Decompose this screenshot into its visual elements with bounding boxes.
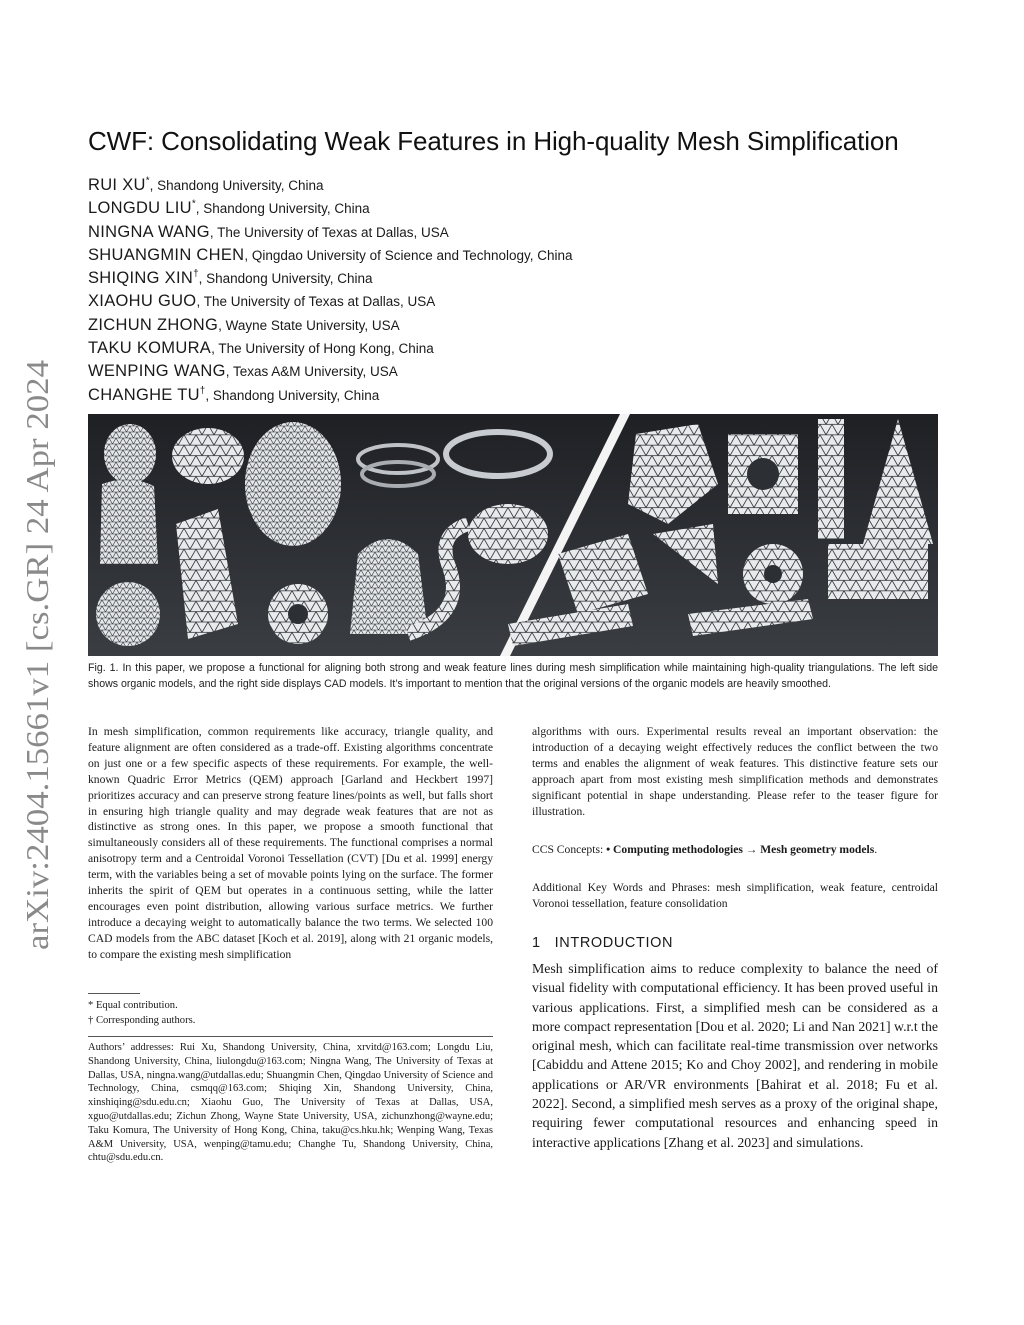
- author-row: [88, 290, 948, 313]
- address-rule: [88, 1036, 493, 1037]
- bunny: [468, 504, 548, 564]
- author-name: NINGNA WANG: [88, 222, 210, 241]
- arxiv-stamp-graphic: [10, 350, 60, 990]
- author-affiliation: , Texas A&M University, USA: [225, 364, 398, 380]
- bust-body: [100, 479, 158, 564]
- torus-knot: [96, 582, 160, 646]
- footnote-equal: * Equal contribution.: [88, 1000, 178, 1011]
- author-affiliation: , The University of Hong Kong, China: [211, 341, 434, 357]
- author-row: [88, 197, 948, 220]
- author-row: [88, 314, 948, 337]
- author-affiliation: , Shandong University, China: [198, 271, 373, 287]
- author-row: [88, 384, 948, 407]
- torus-hole: [288, 604, 308, 624]
- author-name: TAKU KOMURA: [88, 339, 212, 358]
- teaser-image: [88, 414, 938, 656]
- keywords: Additional Key Words and Phrases: mesh simplification, weak feature, centroidal Voronoi tessellation, feature consolidation: [532, 881, 938, 910]
- author-list: [88, 174, 948, 407]
- ccs-concept: • Computing methodologies → Mesh geometry models: [606, 843, 875, 856]
- introduction-text: Mesh simplification aims to reduce complexity to balance the need of visual fidelity with computational efficiency. It has been proved useful in various applications. First, a simplified mesh can be considered as a more compact representation [Dou et al. 2020; Li and Nan 2021] w.r.t the original mesh, which can facilitate real-time transmission over networks [Cabiddu and Attene 2015; Ko and Choy 2002], and rendering in mobile applications or AR/VR environments [Bahirat et al. 2018; Fu et al. 2022]. Second, a simplified mesh serves as a proxy of the original shape, requiring fewer computational resources and enhancing speed in interactive applications [Zhang et al. 2023] and simulations.: [532, 961, 938, 1150]
- david-head: [245, 422, 341, 546]
- author-row: [88, 337, 948, 360]
- footnote-corresponding: † Corresponding authors.: [88, 1015, 196, 1026]
- author-affiliation: , Qingdao University of Science and Technology, China: [244, 247, 573, 263]
- author-affiliation: , The University of Texas at Dallas, USA: [196, 294, 436, 310]
- author-mark: *: [145, 175, 150, 187]
- paper-title: CWF: Consolidating Weak Features in High-quality Mesh Simplification: [88, 126, 899, 156]
- author-name: SHUANGMIN CHEN: [88, 245, 245, 264]
- shell: [172, 428, 244, 484]
- author-name: WENPING WANG: [88, 362, 226, 381]
- ccs-suffix: .: [874, 843, 878, 856]
- author-affiliation: , Shandong University, China: [149, 178, 324, 193]
- author-name: SHIQING XIN: [88, 269, 194, 288]
- author-addresses: Authors’ addresses: Rui Xu, Shandong University, China, xrvitd@163.com; Longdu Liu, Shandong University, China, liulongdu@163.com; Ningna Wang, The University of Texas at Dallas, USA, ningna.wang@utdallas.edu; Shuangmin Chen, Qingdao University of Science and Technology, China, csmqq@163.com; Shiqing Xin, Shandong University, China, xinshiqing@sdu.edu.cn; Xiaohu Guo, The University of Texas at Dallas, USA, xguo@utdallas.edu; Zichun Zhong, Wayne State University, USA, zichunzhong@wayne.edu; Taku Komura, The University of Hong Kong, China, taku@cs.hku.hk; Wenping Wang, Texas A&M University, USA, wenping@tamu.edu; Changhe Tu, Shandong University, China, chtu@sdu.edu.cn.: [88, 1042, 493, 1164]
- author-name: LONGDU LIU: [88, 199, 192, 218]
- section-heading: [532, 935, 673, 951]
- arxiv-id: arXiv:2404.15661v1 [cs.GR] 24 Apr 2024: [19, 407, 55, 950]
- ccs-prefix: CCS Concepts:: [532, 843, 607, 856]
- cad-gear-hole: [764, 565, 782, 583]
- author-name: RUI XU: [88, 176, 146, 194]
- author-row: [88, 267, 948, 290]
- section-title: INTRODUCTION: [554, 935, 674, 951]
- bust-head: [104, 424, 156, 484]
- author-row: [88, 360, 948, 383]
- author-affiliation: , Shandong University, China: [195, 201, 370, 217]
- abstract-right: algorithms with ours. Experimental results reveal an important observation: the introduction of a decaying weight effectively reduces the conflict between the two terms and enables the alignment of weak features. This distinctive feature sets our approach apart from most existing mesh simplification methods and demonstrates significant potential in shape understanding. Please refer to the teaser figure for illustration.: [532, 725, 938, 818]
- footnote-rule: [88, 993, 140, 994]
- author-affiliation: , Shandong University, China: [205, 387, 380, 403]
- cad-tower: [818, 419, 844, 539]
- arxiv-stamp: [10, 350, 60, 990]
- cad-cube-hole: [747, 458, 779, 490]
- author-name: XIAOHU GUO: [88, 292, 197, 311]
- author-name: CHANGHE TU: [88, 385, 200, 404]
- bust-small: [350, 539, 428, 634]
- author-mark: †: [199, 385, 206, 397]
- author-mark: *: [191, 198, 196, 210]
- author-name: ZICHUN ZHONG: [88, 315, 219, 334]
- author-row: [88, 244, 948, 267]
- footnotes: [88, 998, 493, 1028]
- author-row: [88, 174, 948, 197]
- author-affiliation: , The University of Texas at Dallas, USA: [209, 224, 449, 240]
- abstract-left: In mesh simplification, common requirements like accuracy, triangle quality, and feature alignment are often considered as a trade-off. Existing algorithms concentrate on just one or a few specific aspects of these requirements. For example, the well-known Quadric Error Metrics (QEM) approach [Garland and Heckbert 1997] prioritizes accuracy and can preserve strong feature lines/points as well, but falls short in ensuring high triangle quality and may degrade weak features that are not as distinctive as strong ones. In this paper, we propose a smooth functional that simultaneously considers all of these requirements. The functional comprises a normal anisotropy term and a Centroidal Voronoi Tessellation (CVT) [Du et al. 1999] energy term, with the variables being a set of movable points lying on the surface. The former inherits the spirit of QEM but operates in a continuous setting, while the latter encourages even point distribution, allowing various surface metrics. We further introduce a decaying weight to automatically balance the two terms. We selected 100 CAD models from the ABC dataset [Koch et al. 2019], along with 21 organic models, to compare the existing mesh simplification: [88, 725, 493, 961]
- section-number: 1: [532, 935, 541, 951]
- teaser-figure: [88, 414, 938, 656]
- author-affiliation: , Wayne State University, USA: [218, 317, 400, 333]
- author-row: [88, 221, 948, 244]
- ccs-concepts: [532, 842, 938, 858]
- figure-caption: Fig. 1. In this paper, we propose a functional for aligning both strong and weak feature lines during mesh simplification while maintaining high-quality triangulations. The left side shows organic models, and the right side displays CAD models. It’s important to mention that the original versions of the organic models are heavily smoothed.: [88, 662, 938, 690]
- cad-u-block: [828, 544, 928, 599]
- author-mark: †: [193, 268, 199, 280]
